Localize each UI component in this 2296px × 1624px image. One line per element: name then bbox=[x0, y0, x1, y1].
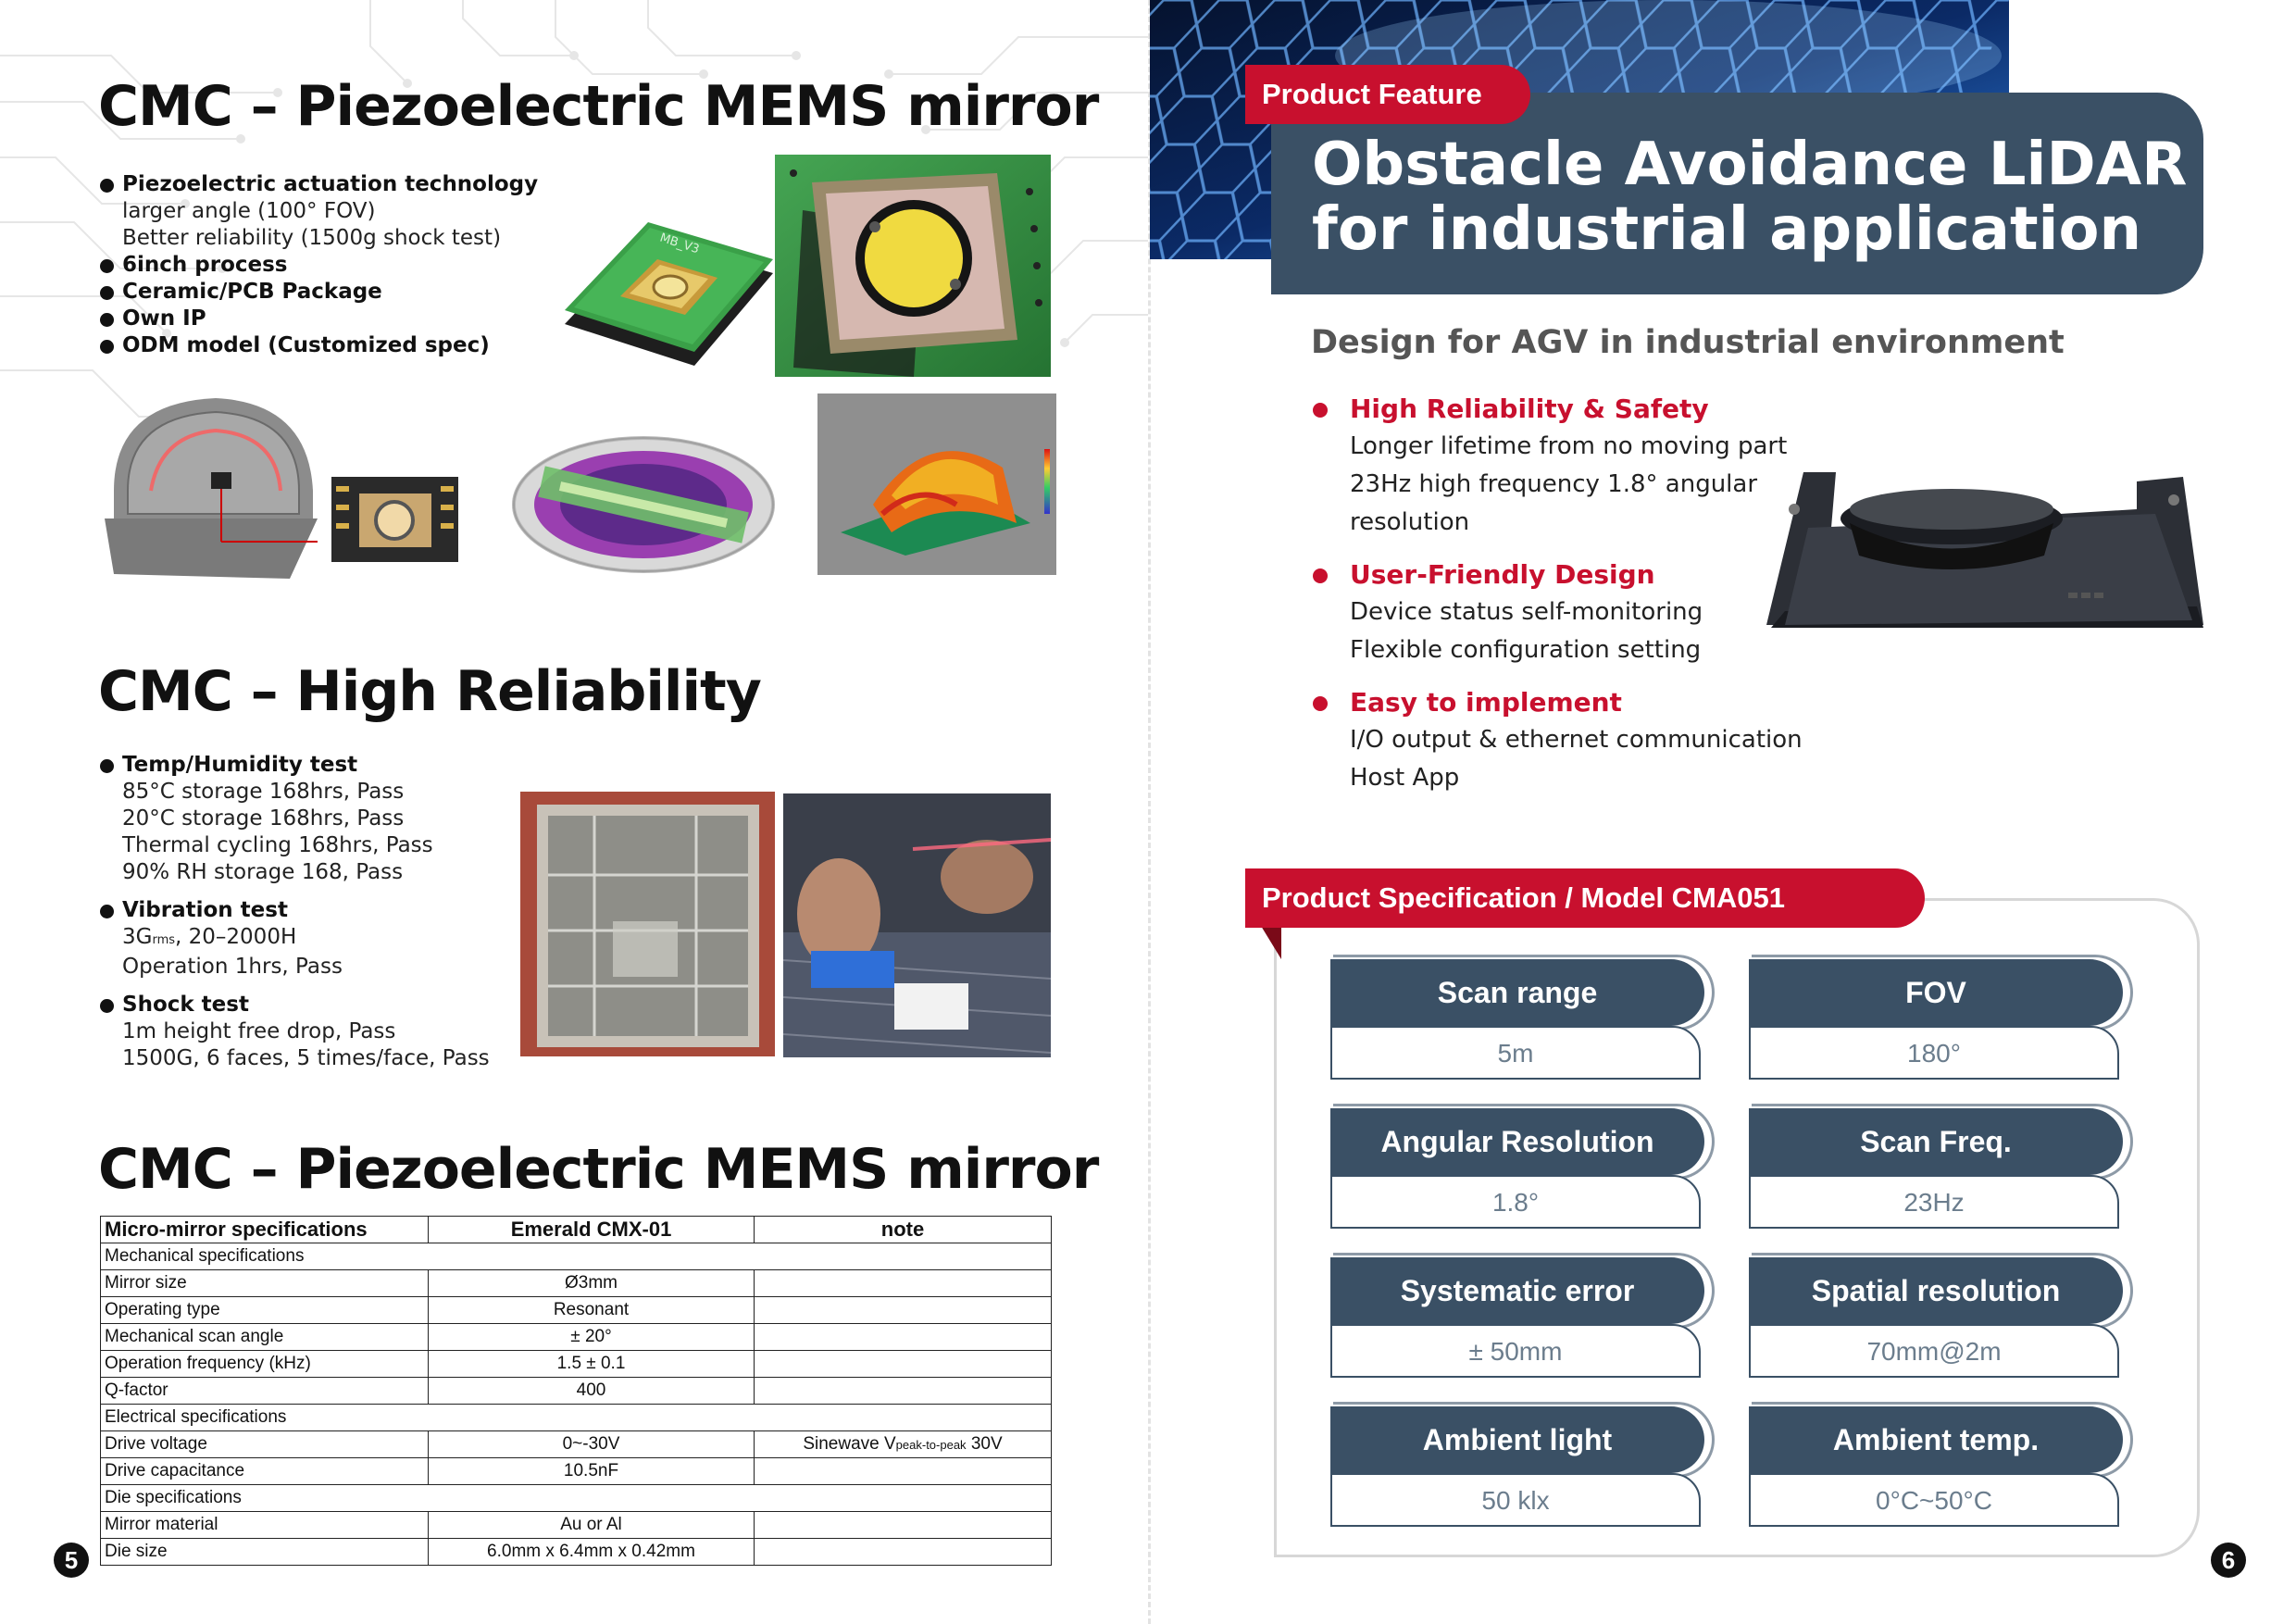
spec-label-angular-resolution: Angular Resolution bbox=[1330, 1108, 1704, 1175]
feature-head: Easy to implement bbox=[1313, 684, 1803, 721]
table-header: note bbox=[755, 1217, 1052, 1243]
mirror-simulation-render bbox=[505, 417, 782, 583]
feature-line: Flexible configuration setting bbox=[1350, 636, 1702, 664]
bullet-head: Temp/Humidity test bbox=[98, 752, 490, 779]
table-cell bbox=[755, 1378, 1052, 1405]
bullet-sub: 85°C storage 168hrs, Pass bbox=[122, 780, 405, 804]
spec-label-scan-freq: Scan Freq. bbox=[1749, 1108, 2123, 1175]
bullet-head: Vibration test bbox=[98, 897, 490, 924]
product-spec-tag: Product Specification / Model CMA051 bbox=[1245, 868, 1925, 928]
spec-tag-fold bbox=[1261, 926, 1281, 959]
table-section-row bbox=[101, 1405, 1052, 1431]
bullet-sub: larger angle (100° FOV) bbox=[122, 199, 376, 223]
table-row bbox=[101, 1270, 1052, 1297]
spec-value-ambient-light: 50 klx bbox=[1330, 1473, 1701, 1527]
vibration-accel: 3G bbox=[122, 925, 153, 949]
lidar-product-photo bbox=[1766, 472, 2203, 634]
bullet-sub: 1500G, 6 faces, 5 times/face, Pass bbox=[122, 1046, 490, 1070]
table-cell: Q-factor bbox=[101, 1378, 429, 1405]
fov-protractor-photo bbox=[105, 389, 318, 579]
table-cell bbox=[755, 1270, 1052, 1297]
table-cell: Ø3mm bbox=[429, 1270, 755, 1297]
vibration-range: , 20–2000H bbox=[175, 925, 297, 949]
page-number-right: 6 bbox=[2211, 1543, 2246, 1578]
table-cell bbox=[755, 1351, 1052, 1378]
table-cell: 0~-30V bbox=[429, 1431, 755, 1458]
feature-line: Longer lifetime from no moving part bbox=[1350, 432, 1788, 460]
table-cell: Mirror material bbox=[101, 1512, 429, 1539]
mems-chip-pcb-photo bbox=[555, 185, 778, 370]
table-row bbox=[101, 1539, 1052, 1566]
table-cell: 1.5 ± 0.1 bbox=[429, 1351, 755, 1378]
feature-line: resolution bbox=[1350, 508, 1470, 536]
table-cell bbox=[755, 1324, 1052, 1351]
table-cell-note bbox=[755, 1431, 1052, 1458]
bullet-sub: Better reliability (1500g shock test) bbox=[122, 226, 502, 250]
spec-value-systematic-error: ± 50mm bbox=[1330, 1324, 1701, 1378]
table-cell: ± 20° bbox=[429, 1324, 755, 1351]
table-cell: Resonant bbox=[429, 1297, 755, 1324]
note-subscript: peak-to-peak bbox=[895, 1438, 967, 1452]
bullet-head: Ceramic/PCB Package bbox=[98, 279, 538, 306]
mems-mirror-closeup-photo bbox=[775, 155, 1051, 377]
feature-head: User-Friendly Design bbox=[1313, 556, 1803, 593]
table-header: Emerald CMX-01 bbox=[429, 1217, 755, 1243]
mirror-module-photo bbox=[331, 477, 458, 562]
table-row bbox=[101, 1297, 1052, 1324]
table-section-label: Die specifications bbox=[101, 1485, 1052, 1512]
table-header-row bbox=[101, 1217, 1052, 1243]
table-cell: Au or Al bbox=[429, 1512, 755, 1539]
note-text: Sinewave V bbox=[803, 1434, 896, 1454]
spec-label-ambient-temp: Ambient temp. bbox=[1749, 1406, 2123, 1473]
table-cell bbox=[755, 1458, 1052, 1485]
bullet-head: 6inch process bbox=[98, 252, 538, 279]
bullet-sub: Operation 1hrs, Pass bbox=[122, 955, 343, 979]
mems-feature-list bbox=[98, 171, 538, 359]
shock-test-photo bbox=[783, 793, 1051, 1057]
hero-title-line1: Obstacle Avoidance LiDAR bbox=[1312, 131, 2188, 199]
vibration-accel-subscript: rms bbox=[152, 933, 176, 947]
table-cell: 10.5nF bbox=[429, 1458, 755, 1485]
environmental-chamber-photo bbox=[520, 792, 775, 1056]
chip-label: MB_V3 bbox=[657, 231, 702, 257]
spec-value-scan-freq: 23Hz bbox=[1749, 1175, 2119, 1229]
bullet-sub: 20°C storage 168hrs, Pass bbox=[122, 806, 405, 831]
micro-mirror-spec-table bbox=[100, 1216, 1052, 1566]
section-title-spec-table: CMC – Piezoelectric MEMS mirror bbox=[98, 1137, 1099, 1202]
table-cell: Drive capacitance bbox=[101, 1458, 429, 1485]
section-title-high-reliability: CMC – High Reliability bbox=[98, 659, 761, 724]
product-feature-tag: Product Feature bbox=[1245, 65, 1530, 124]
spec-value-angular-resolution: 1.8° bbox=[1330, 1175, 1701, 1229]
hero-title-line2: for industrial application bbox=[1312, 195, 2141, 264]
table-cell: Operation frequency (kHz) bbox=[101, 1351, 429, 1378]
spec-value-scan-range: 5m bbox=[1330, 1026, 1701, 1080]
feature-line: I/O output & ethernet communication bbox=[1350, 726, 1803, 754]
bullet-head: Piezoelectric actuation technology bbox=[98, 171, 538, 198]
table-row bbox=[101, 1378, 1052, 1405]
table-cell: Operating type bbox=[101, 1297, 429, 1324]
feature-line: Host App bbox=[1350, 764, 1460, 792]
spec-label-scan-range: Scan range bbox=[1330, 959, 1704, 1026]
spec-label-ambient-light: Ambient light bbox=[1330, 1406, 1704, 1473]
table-header: Micro-mirror specifications bbox=[101, 1217, 429, 1243]
bullet-head: Shock test bbox=[98, 992, 490, 1018]
table-cell: 400 bbox=[429, 1378, 755, 1405]
table-cell: Mechanical scan angle bbox=[101, 1324, 429, 1351]
spec-value-ambient-temp: 0°C~50°C bbox=[1749, 1473, 2119, 1527]
table-row bbox=[101, 1458, 1052, 1485]
feature-list bbox=[1313, 391, 1803, 797]
spec-value-fov: 180° bbox=[1749, 1026, 2119, 1080]
hero-title bbox=[1312, 132, 2187, 262]
spec-label-fov: FOV bbox=[1749, 959, 2123, 1026]
table-cell: 6.0mm x 6.4mm x 0.42mm bbox=[429, 1539, 755, 1566]
table-row bbox=[101, 1324, 1052, 1351]
spec-value-spatial-resolution: 70mm@2m bbox=[1749, 1324, 2119, 1378]
table-cell: Drive voltage bbox=[101, 1431, 429, 1458]
feature-head: High Reliability & Safety bbox=[1313, 391, 1803, 428]
bullet-head: Own IP bbox=[98, 306, 538, 332]
table-section-label: Electrical specifications bbox=[101, 1405, 1052, 1431]
table-cell: Die size bbox=[101, 1539, 429, 1566]
table-cell bbox=[755, 1512, 1052, 1539]
bullet-sub: 1m height free drop, Pass bbox=[122, 1019, 396, 1043]
bullet-head: ODM model (Customized spec) bbox=[98, 332, 538, 359]
feature-line: 23Hz high frequency 1.8° angular bbox=[1350, 470, 1758, 498]
reliability-test-list bbox=[98, 752, 490, 1072]
bullet-sub: Thermal cycling 168hrs, Pass bbox=[122, 833, 433, 857]
spec-label-systematic-error: Systematic error bbox=[1330, 1257, 1704, 1324]
table-section-row bbox=[101, 1485, 1052, 1512]
note-tail: 30V bbox=[966, 1434, 1003, 1454]
table-row bbox=[101, 1431, 1052, 1458]
surface-profile-plot bbox=[817, 394, 1056, 575]
page-subtitle: Design for AGV in industrial environment bbox=[1311, 324, 2065, 361]
table-cell bbox=[755, 1297, 1052, 1324]
table-row bbox=[101, 1512, 1052, 1539]
table-section-label: Mechanical specifications bbox=[101, 1243, 1052, 1270]
table-section-row bbox=[101, 1243, 1052, 1270]
bullet-sub: 90% RH storage 168, Pass bbox=[122, 860, 404, 884]
section-title-mems-mirror: CMC – Piezoelectric MEMS mirror bbox=[98, 74, 1099, 139]
table-cell bbox=[755, 1539, 1052, 1566]
page-number-left: 5 bbox=[54, 1543, 89, 1578]
table-cell: Mirror size bbox=[101, 1270, 429, 1297]
feature-line: Device status self-monitoring bbox=[1350, 598, 1703, 626]
spec-label-spatial-resolution: Spatial resolution bbox=[1749, 1257, 2123, 1324]
bullet-sub-vibration bbox=[98, 924, 490, 954]
table-row bbox=[101, 1351, 1052, 1378]
